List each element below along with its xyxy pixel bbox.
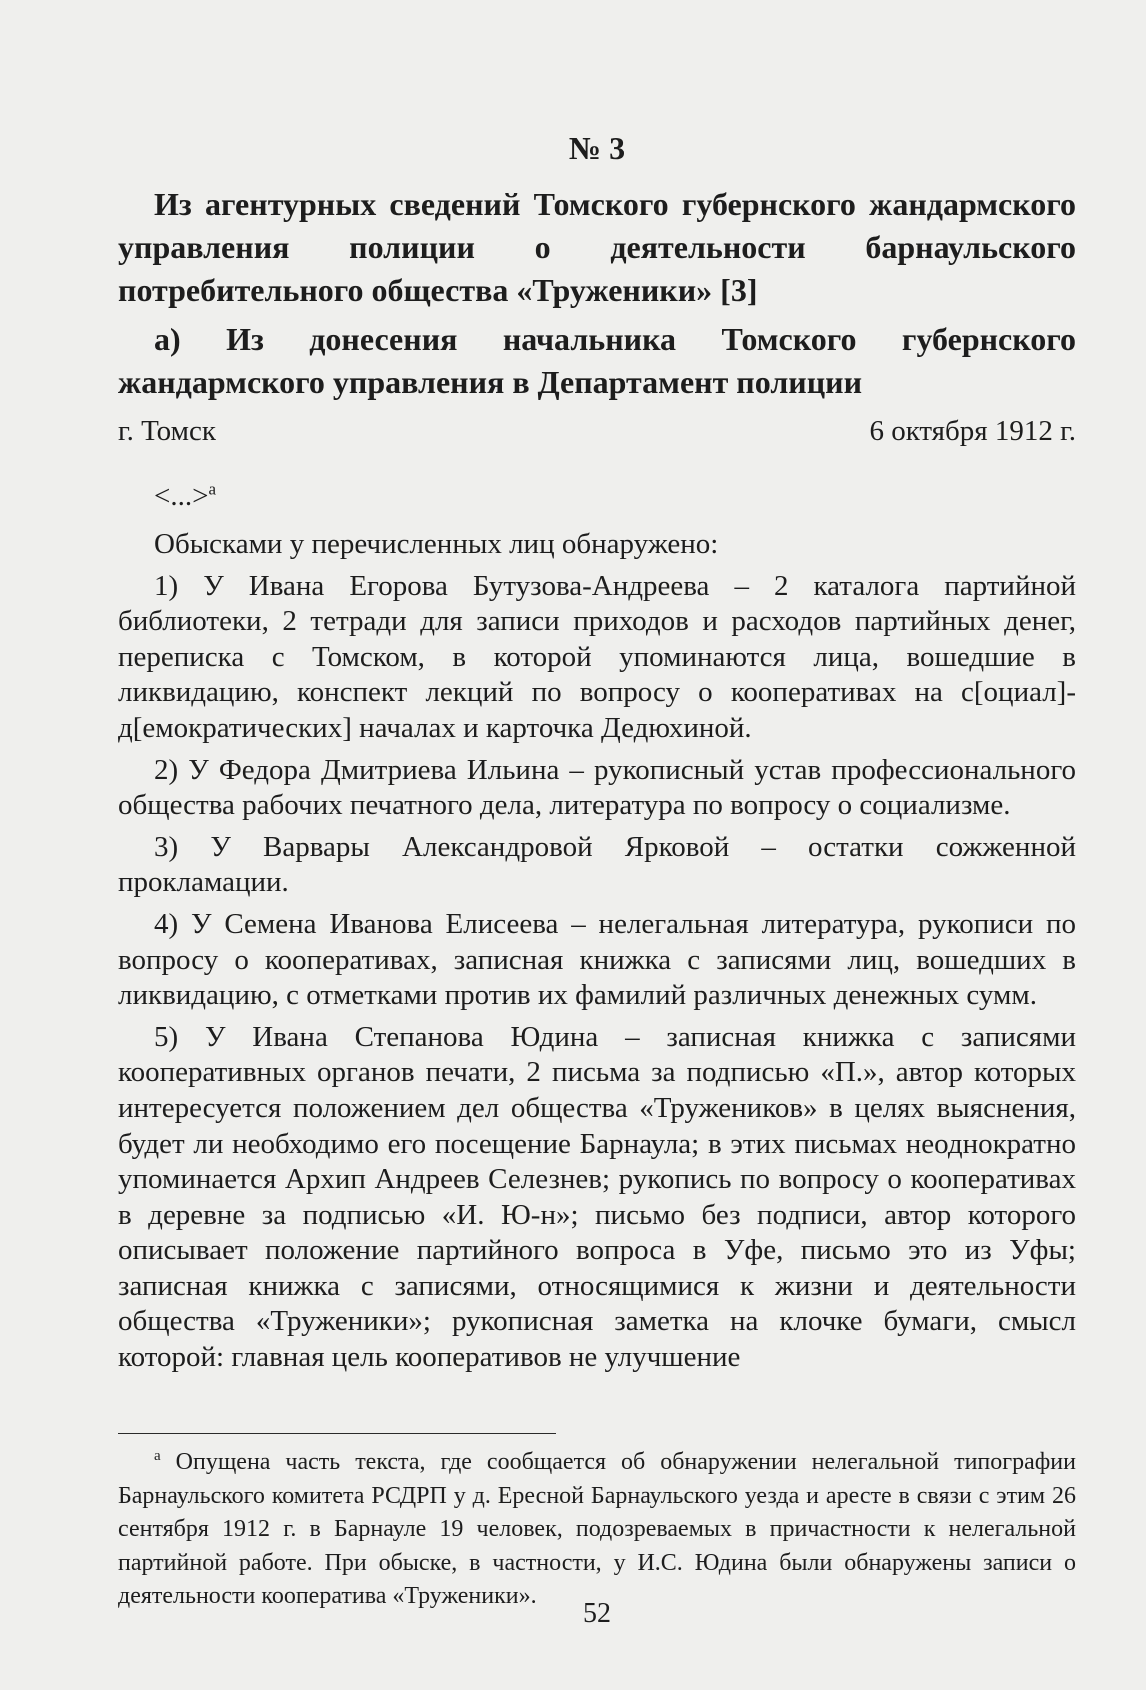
footnote-divider xyxy=(118,1433,556,1434)
body-paragraph: 1) У Ивана Егорова Бутузова-Андреева – 2 каталога партийной библиотеки, 2 тетради для записи приходов и расходов партийных денег, переписка с Томском, в которой упоминаются лица, вошедшие в ликвидацию, конспект лекций по вопросу о кооперативах на с[оциал]-д[емократических] началах и карточка Дедюхиной. xyxy=(118,569,1076,744)
document-place: г. Томск xyxy=(118,415,216,447)
body-paragraph: 2) У Федора Дмитриева Ильина – рукописный устав профессионального общества рабочих печатного дела, литература по вопросу о социализме. xyxy=(118,753,1076,822)
footnote-text: Опущена часть текста, где сообщается об обнаружении нелегальной типографии Барнаульского комитета РСДРП у д. Ересной Барнаульского уезда и аресте в связи с этим 26 сентября 1912 г. в Барнауле 19 человек, подозреваемых в причастности к нелегальной партийной работе. При обыске, в частности, у И.С. Юдина были обнаружены записи о деятельности кооператива «Труженики». xyxy=(118,1449,1076,1609)
body-paragraph: 5) У Ивана Степанова Юдина – записная книжка с записями кооперативных органов печати, 2 письма за подписью «П.», автор которых интересуется положением дел общества «Тружеников» в целях выяснения, будет ли необходимо его посещение Барнаула; в этих письмах неоднократно упоминается Архип Андреев Селезнев; рукопись по вопросу о кооперативах в деревне за подписью «И. Ю-н»; письмо без подписи, автор которого описывает положение партийного вопроса в Уфе, письмо это из Уфы; записная книжка с записями, относящимися к жизни и деятельности общества «Труженики»; рукописная заметка на клочке бумаги, смысл которой: главная цель кооперативов не улучшение xyxy=(118,1020,1076,1374)
document-title: Из агентурных сведений Томского губернского жандармского управления полиции о деятельности барнаульского потребительного общества «Труженики» [3] xyxy=(118,186,1076,308)
document-body xyxy=(118,527,1076,1382)
document-subtitle: а) Из донесения начальника Томского губернского жандармского управления в Департамент полиции xyxy=(118,321,1076,400)
document-date: 6 октября 1912 г. xyxy=(869,415,1076,447)
body-paragraph: 3) У Варвары Александровой Ярковой – остатки сожженной прокламации. xyxy=(118,830,1076,899)
footnote xyxy=(118,1446,1076,1614)
footnote-reference: а xyxy=(208,479,217,499)
document-number: № 3 xyxy=(568,130,626,166)
body-paragraph: 4) У Семена Иванова Елисеева – нелегальная литература, рукописи по вопросу о кооперативах, записная книжка с записями лиц, вошедших в ликвидацию, с отметками против их фамилий различных денежных сумм. xyxy=(118,907,1076,1012)
omission-text: <...> xyxy=(154,480,209,512)
omission-mark xyxy=(154,478,216,514)
footnote-marker: а xyxy=(154,1448,161,1464)
body-paragraph: Обысками у перечисленных лиц обнаружено: xyxy=(154,528,719,560)
page-number: 52 xyxy=(583,1598,611,1629)
